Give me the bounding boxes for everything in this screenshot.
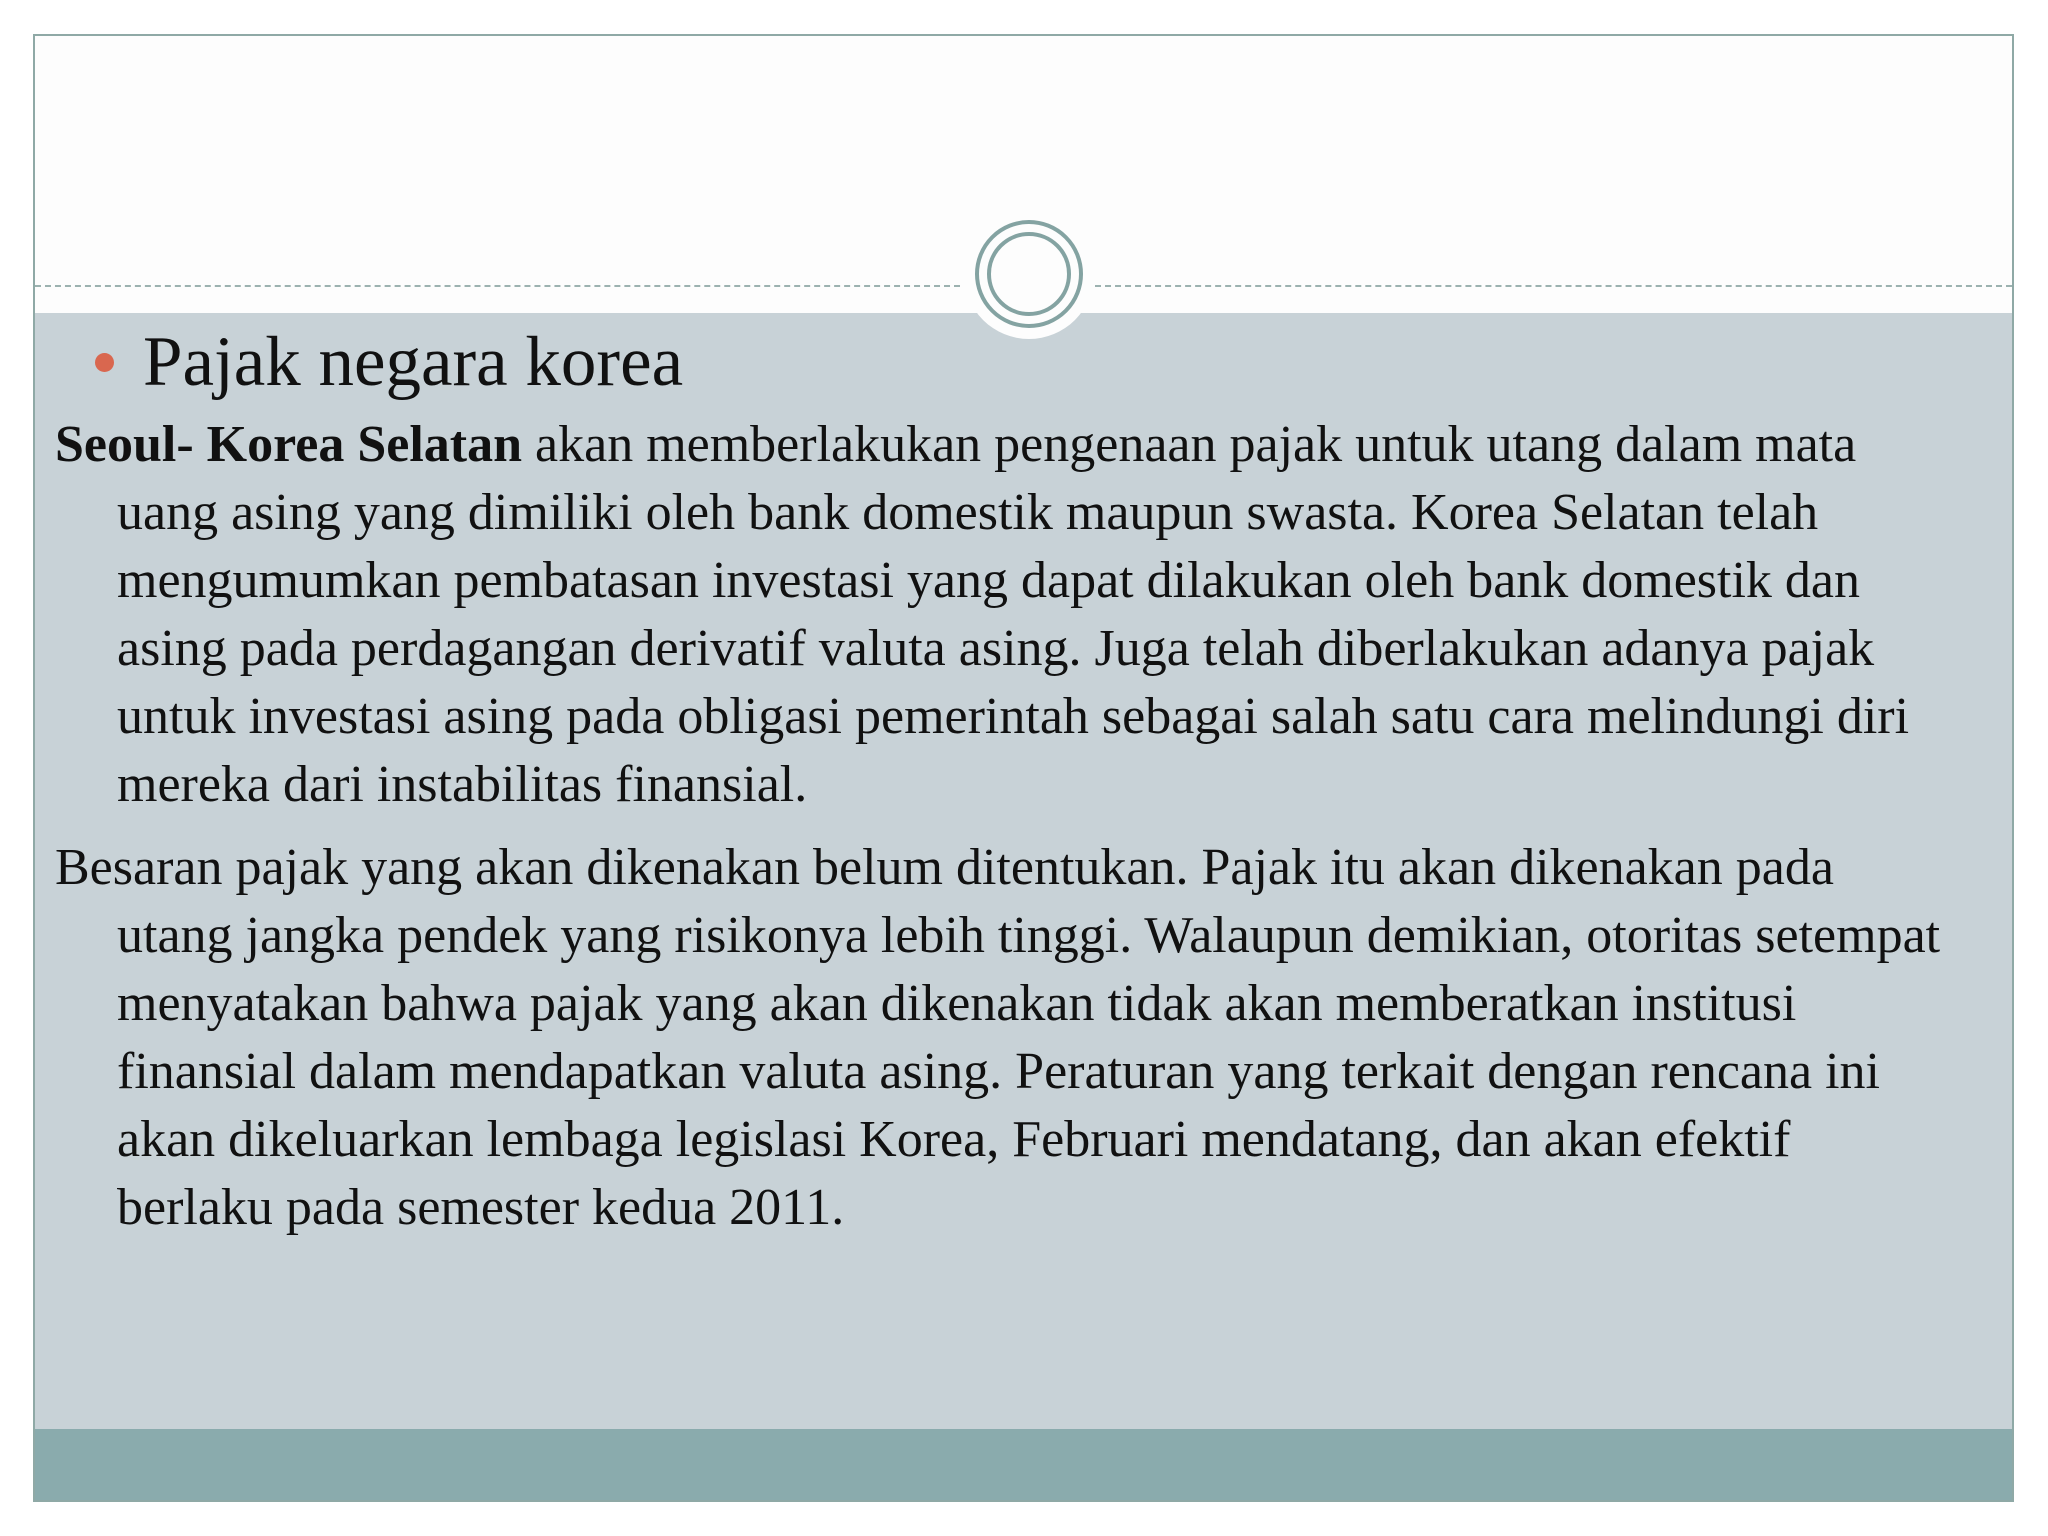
paragraph-1-body: akan memberlakukan pengenaan pajak untuk utang dalam mata uang asing yang dimiliki oleh bank domestik maupun swasta. Korea Selatan telah mengumumkan pembatasan investasi yang dapat dilakukan oleh bank domestik dan asing pada perdagangan derivatif valuta asing. Juga telah diberlakukan adanya pajak untuk investasi asing pada obligasi pemerintah sebagai salah satu cara melindungi diri mereka dari instabilitas finansial. xyxy=(117,416,1910,813)
paragraph-1-lead: Seoul- Korea Selatan xyxy=(55,416,523,473)
footer-band xyxy=(35,1429,2012,1500)
bullet-item xyxy=(55,316,1945,408)
bullet-title: Pajak negara korea xyxy=(143,323,684,401)
header-divider-right xyxy=(1095,285,2012,287)
bullet-dot-icon xyxy=(95,353,114,372)
paragraph-1 xyxy=(55,411,1945,819)
paragraph-2: Besaran pajak yang akan dikenakan belum ditentukan. Pajak itu akan dikenakan pada utang jangka pendek yang risikonya lebih tinggi. Walaupun demikian, otoritas setempat menyatakan bahwa pajak yang akan dikenakan tidak akan memberatkan institusi finansial dalam mendapatkan valuta asing. Peraturan yang terkait dengan rencana ini akan dikeluarkan lembaga legislasi Korea, Februari mendatang, dan akan efektif berlaku pada semester kedua 2011. xyxy=(55,839,1941,1236)
slide-body xyxy=(55,316,1945,1242)
header-divider-left xyxy=(35,285,960,287)
circle-ornament-inner xyxy=(987,232,1071,316)
